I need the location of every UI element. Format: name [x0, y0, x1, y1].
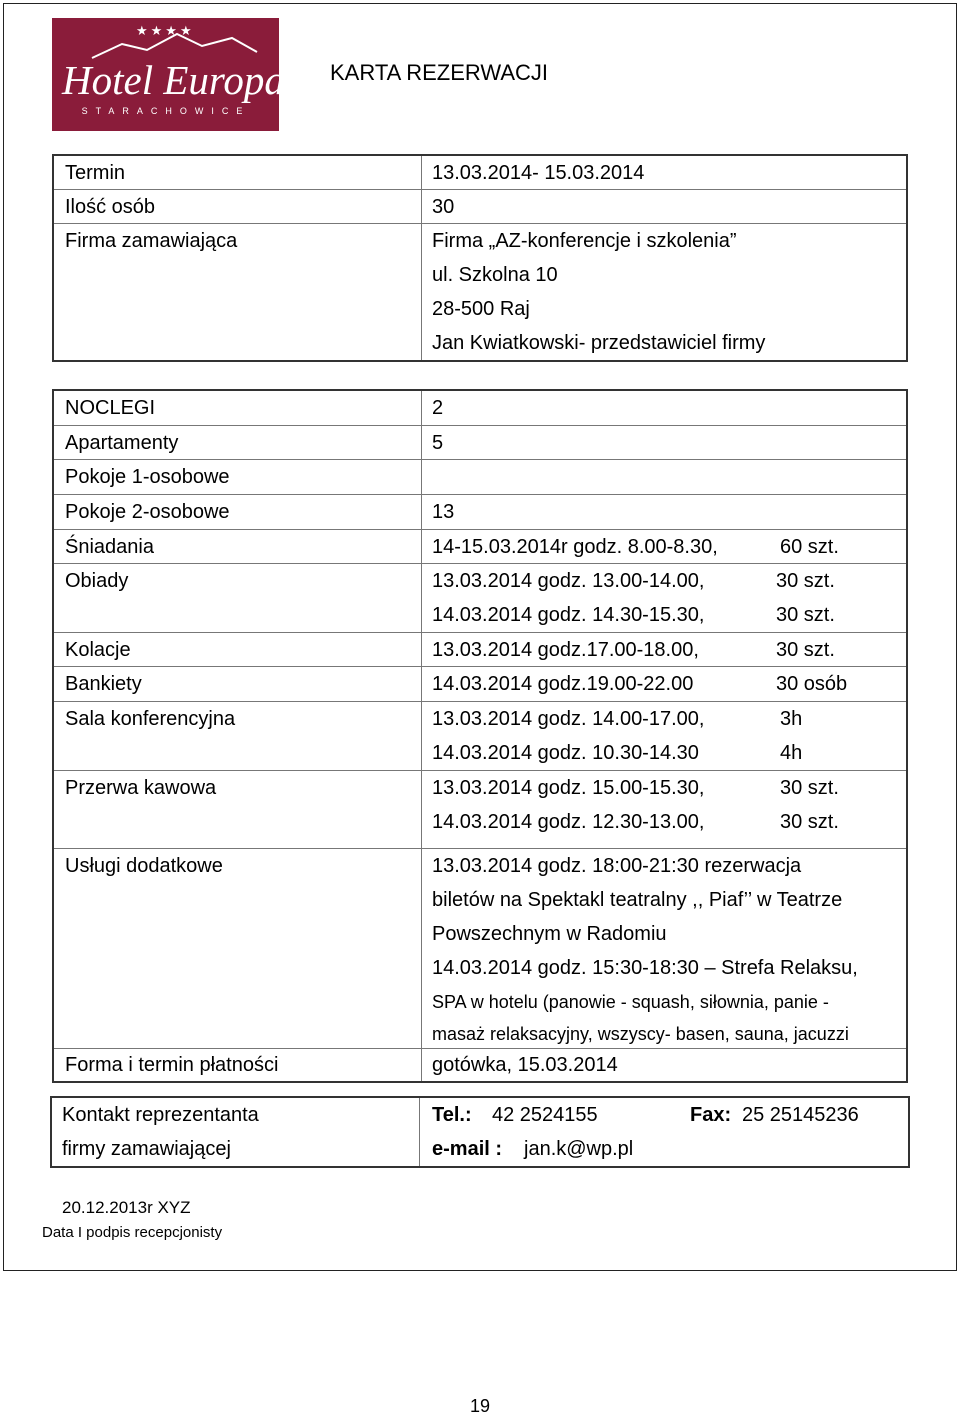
double-rooms-row: [54, 495, 906, 530]
lunch-row: [54, 564, 906, 633]
supper-row: [54, 633, 906, 667]
email-label: e-mail :: [432, 1138, 503, 1160]
logo-city: STARACHOWICE: [81, 106, 251, 116]
document-title: KARTA REZERWACJI: [330, 60, 549, 85]
extra-services-line: 14.03.2014 godz. 15:30-18:30 – Strefa Relaksu,: [432, 957, 858, 979]
contact-table: [50, 1096, 910, 1168]
company-row: [54, 224, 906, 360]
lunch-label: Obiady: [65, 570, 129, 592]
tel-value: 42 2524155: [492, 1104, 598, 1126]
lunch-time: 13.03.2014 godz. 13.00-14.00,: [432, 570, 705, 592]
breakfast-row: [54, 530, 906, 564]
hotel-logo: [52, 18, 285, 131]
nights-row: [54, 391, 906, 426]
double-rooms-label: Pokoje 2-osobowe: [65, 501, 230, 523]
supper-label: Kolacje: [65, 639, 131, 661]
extra-services-line: masaż relaksacyjny, wszyscy- basen, sauna, jacuzzi: [432, 1024, 849, 1044]
fax-value: 25 25145236: [742, 1104, 859, 1126]
term-label: Termin: [65, 162, 126, 184]
contact-row: [52, 1098, 908, 1166]
nights-value: 2: [432, 397, 444, 419]
coffee-break-label: Przerwa kawowa: [65, 777, 217, 799]
conference-qty: 4h: [780, 742, 803, 764]
double-rooms-value: 13: [432, 501, 455, 523]
extra-services-line: SPA w hotelu (panowie - squash, siłownia, panie -: [432, 992, 829, 1012]
conference-time: 13.03.2014 godz. 14.00-17.00,: [432, 708, 705, 730]
signature-label: Data I podpis recepcjonisty: [42, 1224, 223, 1241]
extra-services-row: [54, 849, 906, 1049]
contact-label: firmy zamawiającej: [62, 1138, 231, 1160]
conference-row: [54, 702, 906, 771]
conference-qty: 3h: [780, 708, 803, 730]
apartments-row: [54, 426, 906, 460]
banquet-time: 14.03.2014 godz.19.00-22.00: [432, 673, 694, 695]
breakfast-qty: 60 szt.: [780, 536, 839, 558]
breakfast-time: 14-15.03.2014r godz. 8.00-8.30,: [432, 536, 718, 558]
company-line: 28-500 Raj: [432, 298, 530, 320]
page-number: 19: [469, 1396, 491, 1416]
payment-value: gotówka, 15.03.2014: [432, 1054, 618, 1076]
single-rooms-label: Pokoje 1-osobowe: [65, 466, 230, 488]
banquet-row: [54, 667, 906, 702]
banquet-qty: 30 osób: [776, 673, 848, 695]
persons-row: [54, 190, 906, 224]
coffee-break-qty: 30 szt.: [780, 811, 839, 833]
apartments-value: 5: [432, 432, 444, 454]
tel-label: Tel.:: [432, 1104, 472, 1126]
booking-table: [52, 154, 908, 362]
persons-label: Ilość osób: [65, 196, 156, 218]
company-line: ul. Szkolna 10: [432, 264, 558, 286]
contact-label: Kontakt reprezentanta: [62, 1104, 259, 1126]
fax-label: Fax:: [690, 1104, 732, 1126]
extra-services-line: biletów na Spektakl teatralny ,, Piaf’’ w Teatrze: [432, 889, 843, 911]
conference-time: 14.03.2014 godz. 10.30-14.30: [432, 742, 699, 764]
lunch-qty: 30 szt.: [776, 570, 835, 592]
extra-services-line: Powszechnym w Radomiu: [432, 923, 667, 945]
persons-value: 30: [432, 196, 455, 218]
email-value[interactable]: jan.k@wp.pl: [524, 1138, 634, 1160]
term-value: 13.03.2014- 15.03.2014: [432, 162, 645, 184]
coffee-break-time: 14.03.2014 godz. 12.30-13.00,: [432, 811, 705, 833]
coffee-break-row: [54, 771, 906, 849]
extra-services-label: Usługi dodatkowe: [65, 855, 223, 877]
logo-brand: Hotel Europa: [62, 57, 285, 103]
coffee-break-time: 13.03.2014 godz. 15.00-15.30,: [432, 777, 705, 799]
lunch-time: 14.03.2014 godz. 14.30-15.30,: [432, 604, 705, 626]
breakfast-label: Śniadania: [65, 536, 154, 558]
supper-qty: 30 szt.: [776, 639, 835, 661]
company-line: Firma „AZ-konferencje i szkolenia”: [432, 230, 737, 252]
stars-icon: ★★★★: [136, 24, 195, 39]
coffee-break-qty: 30 szt.: [780, 777, 839, 799]
term-row: [54, 156, 906, 190]
apartments-label: Apartamenty: [65, 432, 179, 454]
banquet-label: Bankiety: [65, 673, 142, 695]
extra-services-line: 13.03.2014 godz. 18:00-21:30 rezerwacja: [432, 855, 802, 877]
company-label: Firma zamawiająca: [65, 230, 238, 252]
lunch-qty: 30 szt.: [776, 604, 835, 626]
supper-time: 13.03.2014 godz.17.00-18.00,: [432, 639, 699, 661]
payment-row: [54, 1049, 906, 1081]
nights-label: NOCLEGI: [65, 397, 156, 419]
company-line: Jan Kwiatkowski- przedstawiciel firmy: [432, 332, 766, 354]
signature-date: 20.12.2013r XYZ: [62, 1198, 191, 1217]
conference-label: Sala konferencyjna: [65, 708, 236, 730]
single-rooms-row: [54, 460, 906, 495]
payment-label: Forma i termin płatności: [65, 1054, 279, 1076]
services-table: [52, 389, 908, 1083]
